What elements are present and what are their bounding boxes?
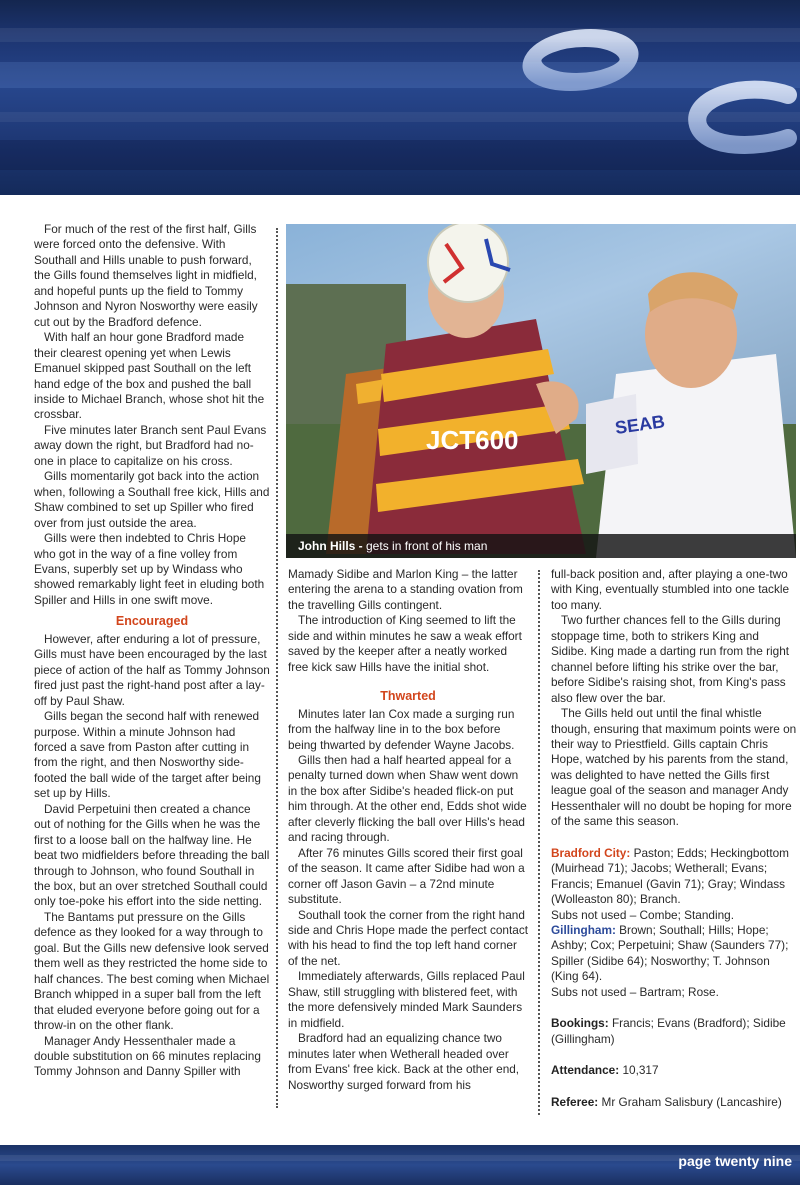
paragraph: Gills were then indebted to Chris Hope who got in the way of a fine volley from Evans, superbly set up by Windass who showed remarkably light feet in eluding both Spiller and Hills in one swift move. — [34, 531, 265, 607]
section-heading-encouraged: Encouraged — [115, 614, 189, 629]
bradford-lineup — [551, 846, 797, 908]
paragraph: Five minutes later Branch sent Paul Evans away down the right, but Bradford had no-one in place to capitalize on his cross. — [34, 422, 267, 468]
paragraph: With half an hour gone Bradford made their clearest opening yet when Lewis Emanuel skipped past Southall on the left hand edge of the box and pushed the ball inside to Michael Branch, whose shot hit the crossbar. — [34, 330, 265, 422]
caption-name: John Hills - — [298, 539, 363, 553]
bookings — [551, 1016, 797, 1047]
page-number: page twenty nine — [678, 1153, 792, 1169]
paragraph: Minutes later Ian Cox made a surging run from the halfway line in to the box before being thwarted by defender Wayne Jacobs. — [288, 706, 515, 752]
header-band — [0, 0, 800, 195]
attendance-text: 10,317 — [619, 1063, 659, 1078]
paragraph: For much of the rest of the first half, Gills were forced onto the defensive. With Southall and Hills unable to push forward, the Gills found themselves light in midfield, and hopeful punts up the field to Tommy Johnson and Nyron Nosworthy were easily cut out by the Bradford defence. — [34, 222, 258, 329]
bradford-label: Bradford City: — [551, 845, 631, 860]
referee-text: Mr Graham Salisbury (Lancashire) — [598, 1094, 782, 1109]
article-column-3 — [551, 567, 797, 1110]
caption-text: gets in front of his man — [362, 539, 488, 553]
shirt-sponsor: JCT600 — [426, 425, 519, 455]
paragraph: Southall took the corner from the right hand side and Chris Hope made the perfect contact with his head to find the top left hand corner of the net. — [288, 907, 529, 968]
paragraph: Manager Andy Hessenthaler made a double substitution on 66 minutes replacing Tommy Johnson and Danny Spiller with — [34, 1033, 261, 1079]
paragraph: The Bantams put pressure on the Gills defence as they looked for a way through to goal. But the Gills new defensive look served them well as they restricted the home side to half chances. The best coming when Michael Branch whipped in a super ball from the left that eluded everyone before going out for a throw-in on the other flank. — [34, 909, 270, 1033]
paragraph: Mamady Sidibe and Marlon King – the latter entering the arena to a standing ovation from the travelling Gills contingent. — [288, 567, 523, 612]
gillingham-players: Brown; Southall; Hills; Hope; Ashby; Cox; Perpetuini; Shaw (Saunders 77); Spiller (Sidibe 64); Nosworthy; T. Johnson (King 64). — [551, 922, 789, 984]
gillingham-label: Gillingham: — [551, 922, 616, 937]
paragraph: full-back position and, after playing a one-two with King, eventually stumbled into one tackle too many. — [551, 567, 790, 612]
article-column-2 — [288, 567, 528, 1093]
paragraph: Bradford had an equalizing chance two minutes later when Wetherall headed over from Evans' free kick. Back at the other end, Nosworthy surged forward from his — [288, 1031, 520, 1092]
gfc-logo — [520, 0, 800, 195]
paragraph: Gills then had a half hearted appeal for a penalty turned down when Shaw went down in the box after Sidibe's headed flick-on put him through. At the other end, Edds shot wide after cleverly flicking the ball over Hills's head and racing through. — [288, 752, 527, 845]
column-divider — [538, 570, 540, 1115]
bookings-label: Bookings: — [551, 1016, 609, 1031]
gillingham-subs: Subs not used – Bartram; Rose. — [551, 984, 719, 999]
match-photo — [286, 224, 796, 558]
photo-illustration — [286, 224, 796, 558]
photo-caption — [286, 534, 796, 558]
gillingham-lineup — [551, 923, 797, 985]
referee — [551, 1095, 797, 1110]
bradford-players: Paston; Edds; Heckingbottom (Muirhead 71); Jacobs; Wetherall; Evans; Francis; Emanuel (Gavin 71); Gray; Windass (Wolleaston 80); Branch. — [551, 845, 790, 907]
paragraph: However, after enduring a lot of pressure, Gills must have been encouraged by the last piece of action of the half as Tommy Johnson fired just past the right-hand post after a lay-off by Paul Shaw. — [34, 631, 270, 708]
paragraph: The introduction of King seemed to lift the side and within minutes he saw a weak effort saved by the keeper after a neatly worked free kick saw Hills have the initial shot. — [288, 613, 522, 674]
paragraph: Immediately afterwards, Gills replaced Paul Shaw, still struggling with blistered feet, with the more defensively minded Mark Saunders in midfield. — [288, 969, 525, 1030]
paragraph: David Perpetuini then created a chance out of nothing for the Gills when he was the first to a loose ball on the halfway line. He beat two midfielders before threading the ball through to Johnson, who found Southall in the box, but an over stretched Southall could only toe-poke his effort into the side netting. — [34, 801, 270, 909]
referee-label: Referee: — [551, 1094, 599, 1109]
svg-text:SEAB: SEAB — [613, 411, 667, 438]
paragraph: Two further chances fell to the Gills during stoppage time, both to strikers King and Sidibe. King made a darting run from the right channel before lifting his strike over the bar, before Sidibe's raising shot, from King's pass also flew over the bar. — [551, 613, 790, 705]
article-column-1 — [34, 222, 270, 1080]
column-divider — [276, 228, 278, 1108]
paragraph: The Gills held out until the final whistle though, ensuring that maximum points were on their way to Priestfield. Gills captain Chris Hope, watched by his parents from the stand, was delighted to have netted the Gills first league goal of the season and manager Andy Hessenthaler will no doubt be hoping for more of the same this season. — [551, 706, 797, 829]
bradford-subs: Subs not used – Combe; Standing. — [551, 907, 734, 922]
paragraph: Gills began the second half with renewed purpose. Within a minute Johnson had forced a save from Paston after cutting in from the right, and then Nosworthy side-footed the ball wide of the target after being set up by Hills. — [34, 709, 261, 801]
team-lineups — [551, 846, 797, 1110]
paragraph: After 76 minutes Gills scored their first goal of the season. It came after Sidibe had won a corner off Jason Gavin – a 72nd minute substitute. — [288, 845, 525, 907]
paragraph: Gills momentarily got back into the action when, following a Southall free kick, Hills and Shaw combined to set up Spiller who fired over from just outside the area. — [34, 469, 270, 530]
attendance — [551, 1063, 797, 1078]
section-heading-thwarted: Thwarted — [380, 689, 436, 704]
attendance-label: Attendance: — [551, 1063, 620, 1078]
bookings-text: Francis; Evans (Bradford); Sidibe (Gillingham) — [551, 1016, 786, 1046]
football — [428, 224, 508, 302]
